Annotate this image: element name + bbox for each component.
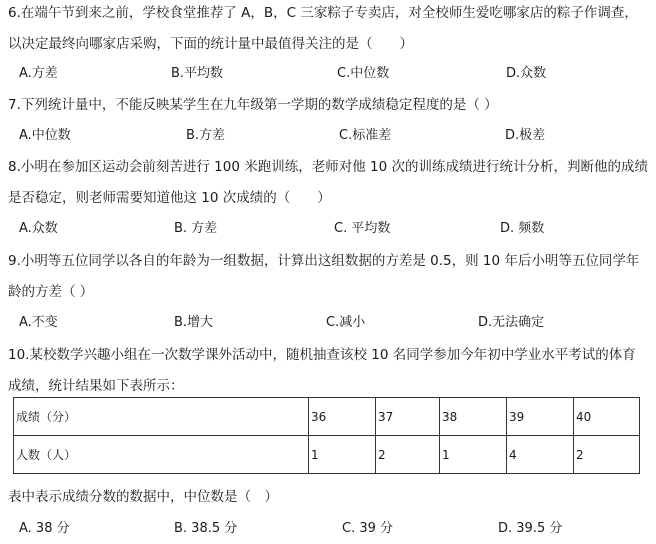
table-cell: 4: [507, 436, 574, 474]
table-cell: 39: [507, 398, 574, 436]
option-d: D.极差: [505, 128, 546, 143]
table-cell: 2: [376, 436, 440, 474]
option-c: C.减小: [326, 315, 366, 330]
table-row: [14, 398, 640, 436]
option-b: B.方差: [186, 128, 226, 143]
table-cell: 38: [440, 398, 507, 436]
option-b: B. 方差: [174, 221, 218, 236]
question-8-line-2: 是否稳定，则老师需要知道他这 10 次成绩的（ ）: [8, 190, 331, 206]
option-a: A. 38 分: [19, 521, 70, 536]
option-d: D. 频数: [500, 221, 545, 236]
question-6-line-1: 6.在端午节到来之前，学校食堂推荐了 A，B，C 三家粽子专卖店，对全校师生爱吃哪家店的粽子作调查，: [8, 5, 638, 21]
table-cell: 1: [309, 436, 376, 474]
question-8-options: [0, 220, 656, 238]
question-10-line-1: 10.某校数学兴趣小组在一次数学课外活动中，随机抽查该校 10 名同学参加今年初中学业水平考试的体育: [8, 347, 636, 363]
option-c: C.中位数: [337, 66, 390, 81]
option-c: C. 平均数: [334, 221, 391, 236]
table-cell: 人数（人）: [14, 436, 309, 474]
question-10-options: [0, 520, 656, 538]
score-table: [13, 397, 640, 474]
question-9-line-1: 9.小明等五位同学以各自的年龄为一组数据，计算出这组数据的方差是 0.5，则 10 年后小明等五位同学年: [8, 253, 640, 269]
option-a: A.方差: [19, 66, 58, 81]
table-row: [14, 436, 640, 474]
table-cell: 2: [574, 436, 640, 474]
question-6-options: [0, 65, 656, 83]
option-b: B.增大: [174, 315, 214, 330]
question-10-after-table: 表中表示成绩分数的数据中，中位数是（ ）: [8, 489, 278, 505]
question-8-line-1: 8.小明在参加区运动会前刻苦进行 100 米跑训练，老师对他 10 次的训练成绩进行统计分析，判断他的成绩: [8, 159, 648, 175]
question-7-options: [0, 127, 656, 145]
option-a: A.众数: [19, 221, 58, 236]
option-c: C. 39 分: [342, 521, 394, 536]
option-d: D. 39.5 分: [498, 521, 563, 536]
table-cell: 36: [309, 398, 376, 436]
question-7-line-1: 7.下列统计量中，不能反映某学生在九年级第一学期的数学成绩稳定程度的是（ ）: [8, 97, 498, 113]
option-b: B.平均数: [171, 66, 224, 81]
question-9-line-2: 龄的方差（ ）: [8, 284, 94, 300]
table-cell: 1: [440, 436, 507, 474]
table-cell: 成绩（分）: [14, 398, 309, 436]
question-6-line-2: 以决定最终向哪家店采购，下面的统计量中最值得关注的是（ ）: [8, 36, 413, 52]
question-9-options: [0, 314, 656, 332]
question-10-line-2: 成绩，统计结果如下表所示：: [8, 378, 184, 394]
option-d: D.无法确定: [478, 315, 545, 330]
table-cell: 40: [574, 398, 640, 436]
option-b: B. 38.5 分: [174, 521, 238, 536]
option-a: A.不变: [19, 315, 58, 330]
option-a: A.中位数: [19, 128, 71, 143]
option-c: C.标准差: [339, 128, 392, 143]
option-d: D.众数: [506, 66, 547, 81]
table-cell: 37: [376, 398, 440, 436]
